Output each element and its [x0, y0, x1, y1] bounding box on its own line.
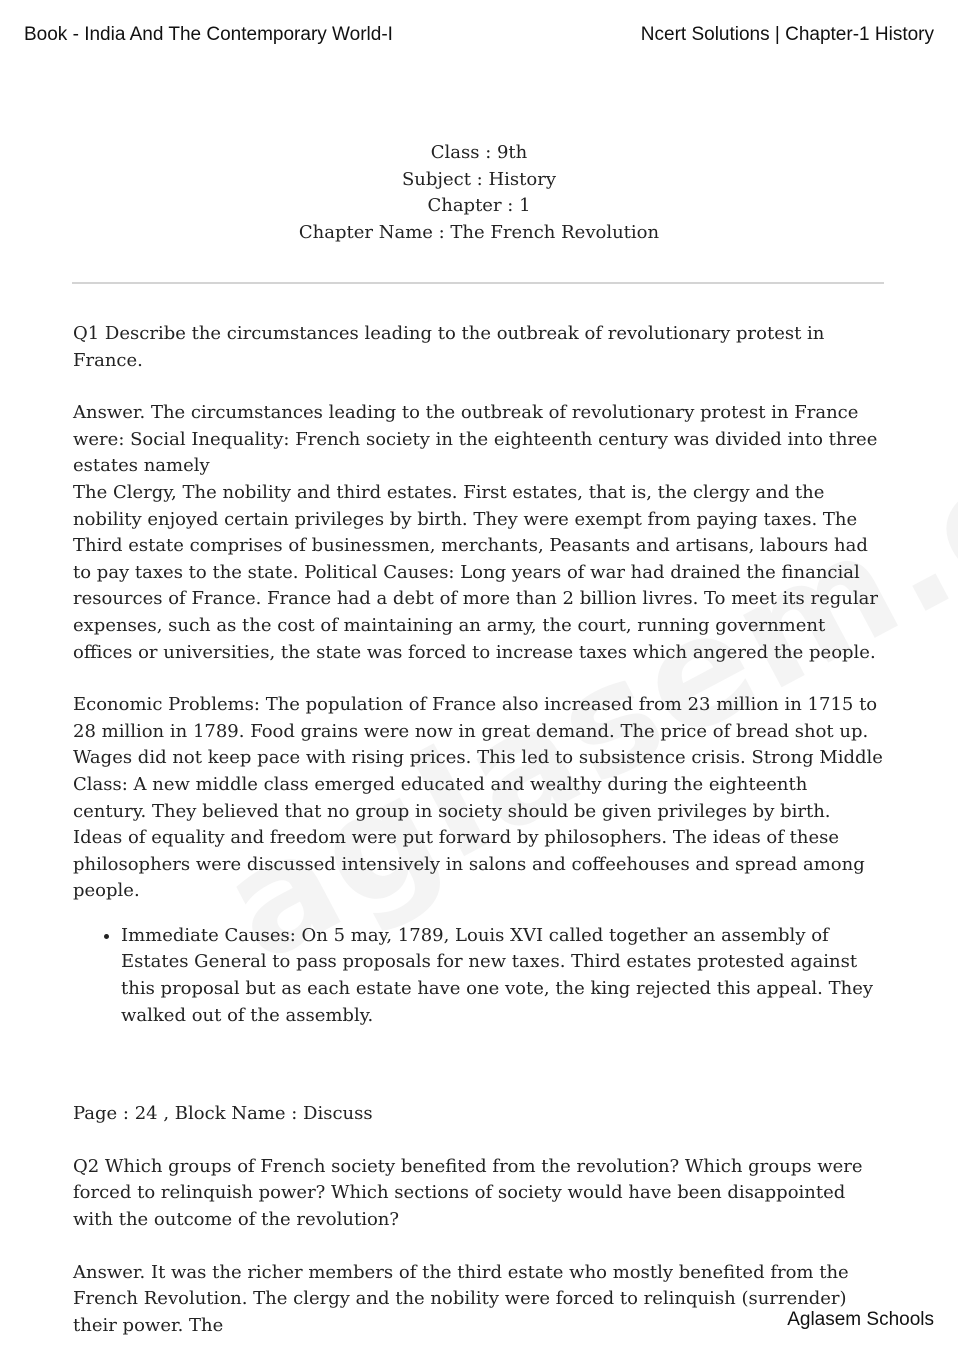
q1-bullet-immediate-causes: • Immediate Causes: On 5 may, 1789, Louis XVI called together an assembly of Estates General to pass proposals for new taxes. Third estates protested against this proposal but as each estate have one vote, the king rejected this appeal. They walked out of the assembly. [121, 923, 885, 1029]
q1-question: Q1 Describe the circumstances leading to the outbreak of revolutionary protest in France. [73, 323, 825, 371]
q2-question: Q2 Which groups of French society benefited from the revolution? Which groups were forced to relinquish power? Which sections of society would have been disappointed with the outcome of the revolution? [73, 1155, 863, 1231]
page-reference: Page : 24 , Block Name : Discuss [73, 1103, 373, 1125]
q1-answer-intro: Answer. The circumstances leading to the outbreak of revolutionary protest in France were: Social Inequality: French society in the eighteenth century was divided into three estates namely [73, 402, 878, 477]
document-meta [0, 140, 958, 246]
header-book-title: Book - India And The Contemporary World-I [24, 24, 393, 45]
q2-answer: Answer. It was the richer members of the third estate who mostly benefited from the French Revolution. The clergy and the nobility were forced to relinquish (surrender) their power. The [73, 1261, 849, 1336]
divider [72, 282, 884, 284]
q1-answer-economic: Economic Problems: The population of France also increased from 23 million in 1715 to 28 million in 1789. Food grains were now in great demand. The price of bread shot up. Wages did not keep pace with rising prices. This led to subsistence crisis. Strong Middle Class: A new middle class emerged educated and wealthy during the eighteenth century. They believed that no group in society should be given privileges by birth. Ideas of equality and freedom were put forward by philosophers. The ideas of these philosophers were discussed intensively in salons and coffeehouses and spread among people. [73, 694, 883, 902]
q1-bullet-list [73, 923, 885, 1029]
q1-answer-estates: The Clergy, The nobility and third estates. First estates, that is, the clergy and the nobility enjoyed certain privileges by birth. They were exempt from paying taxes. The Third estate comprises of businessmen, merchants, Peasants and artisans, labours had to pay taxes to the state. Political Causes: Long years of war had drained the financial resources of France. France had a debt of more than 2 billion livres. To meet its regular expenses, such as the cost of maintaining an army, the court, running government offices or universities, the state was forced to increase taxes which angered the people. [73, 481, 878, 663]
main-content [73, 321, 885, 1365]
chapter-line: Chapter : 1 [427, 195, 531, 217]
class-line: Class : 9th [430, 142, 528, 163]
header-chapter-title: Ncert Solutions | Chapter-1 History [640, 24, 934, 45]
subject-line: Subject : History [401, 168, 557, 190]
chapter-name-line: Chapter Name : The French Revolution [298, 221, 660, 243]
footer-brand: Aglasem Schools [787, 1309, 934, 1330]
